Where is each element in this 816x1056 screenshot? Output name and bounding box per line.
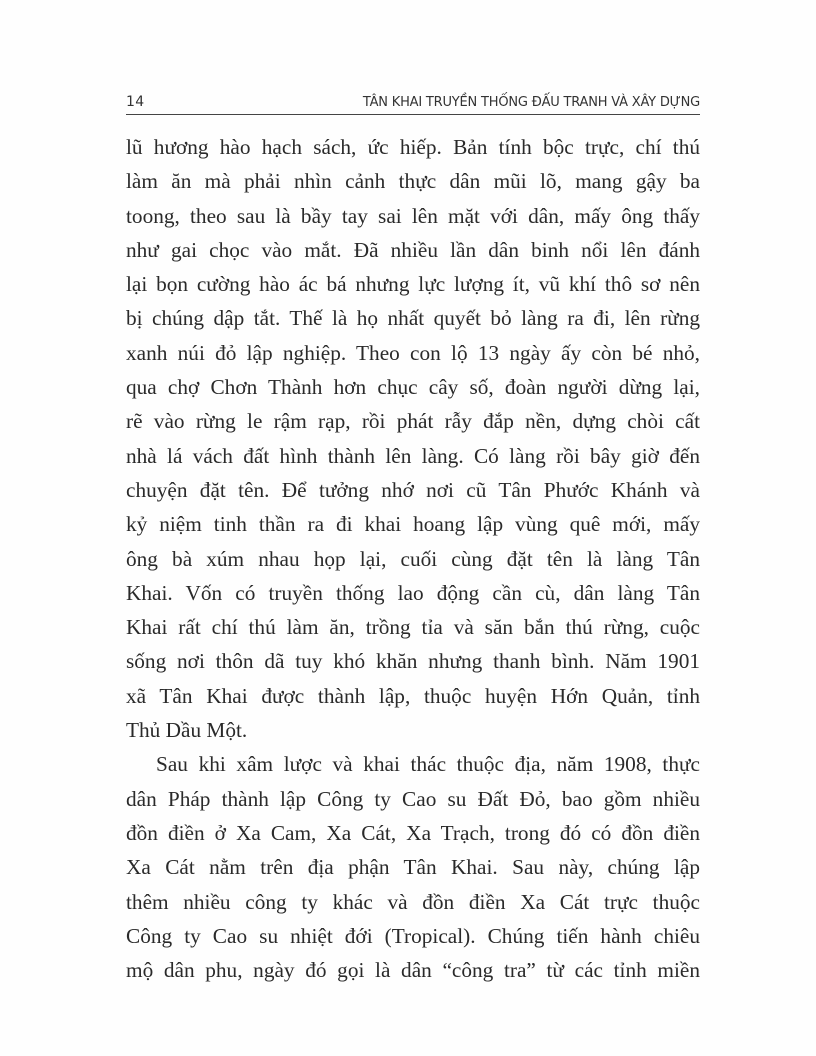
text-line (126, 233, 700, 267)
text-line (126, 885, 700, 919)
line-text: như gai chọc vào mắt. Đã nhiều lần dân binh nổi lên đánh (126, 237, 700, 262)
line-text: toong, theo sau là bầy tay sai lên mặt với dân, mấy ông thấy (126, 203, 700, 228)
text-line (126, 542, 700, 576)
text-line (126, 576, 700, 610)
body-text (126, 130, 700, 987)
line-text: làm ăn mà phải nhìn cảnh thực dân mũi lõ, mang gậy ba (126, 169, 700, 194)
line-text: bị chúng dập tắt. Thế là họ nhất quyết bỏ làng ra đi, lên rừng (126, 306, 700, 331)
line-text: Công ty Cao su nhiệt đới (Tropical). Chúng tiến hành chiêu (126, 923, 700, 948)
text-line (126, 782, 700, 816)
text-line (126, 610, 700, 644)
text-line (126, 507, 700, 541)
line-text: ông bà xúm nhau họp lại, cuối cùng đặt tên là làng Tân (126, 546, 700, 571)
text-line (126, 301, 700, 335)
line-text: đồn điền ở Xa Cam, Xa Cát, Xa Trạch, trong đó có đồn điền (126, 820, 700, 845)
line-text: xã Tân Khai được thành lập, thuộc huyện Hớn Quản, tỉnh (126, 683, 700, 708)
line-text: kỷ niệm tinh thần ra đi khai hoang lập vùng quê mới, mấy (126, 512, 700, 537)
line-text: Sau khi xâm lược và khai thác thuộc địa, năm 1908, thực (156, 752, 700, 777)
text-line (126, 267, 700, 301)
line-text: nhà lá vách đất hình thành lên làng. Có làng rồi bây giờ đến (126, 443, 700, 468)
line-text: mộ dân phu, ngày đó gọi là dân “công tra” từ các tỉnh miền (126, 958, 700, 983)
running-title: TÂN KHAI TRUYỀN THỐNG ĐẤU TRANH VÀ XÂY DỰNG (362, 95, 700, 110)
line-text: rẽ vào rừng le rậm rạp, rồi phát rẫy đắp nền, dựng chòi cất (126, 409, 700, 434)
paragraph-end-line (126, 713, 700, 747)
text-line (126, 130, 700, 164)
text-line (126, 404, 700, 438)
text-line (126, 953, 700, 987)
text-line (126, 644, 700, 678)
text-line (126, 679, 700, 713)
page-header (126, 94, 700, 115)
line-text: Khai. Vốn có truyền thống lao động cần cù, dân làng Tân (126, 580, 700, 605)
page-number: 14 (126, 94, 145, 110)
line-text: sống nơi thôn dã tuy khó khăn nhưng thanh bình. Năm 1901 (126, 649, 700, 674)
text-line (126, 336, 700, 370)
text-line (126, 439, 700, 473)
text-line (126, 919, 700, 953)
paragraph-start-line (126, 747, 700, 781)
line-text: Khai rất chí thú làm ăn, trồng tỉa và săn bắn thú rừng, cuộc (126, 615, 700, 640)
line-text: lũ hương hào hạch sách, ức hiếp. Bản tính bộc trực, chí thú (126, 135, 700, 159)
line-text: chuyện đặt tên. Để tưởng nhớ nơi cũ Tân Phước Khánh và (126, 477, 700, 502)
text-line (126, 850, 700, 884)
line-text: Xa Cát nằm trên địa phận Tân Khai. Sau này, chúng lập (126, 855, 700, 880)
text-line (126, 816, 700, 850)
line-text: thêm nhiều công ty khác và đồn điền Xa Cát trực thuộc (126, 889, 700, 914)
text-line (126, 473, 700, 507)
line-text: xanh núi đỏ lập nghiệp. Theo con lộ 13 ngày ấy còn bé nhỏ, (126, 340, 700, 365)
text-line (126, 370, 700, 404)
text-line (126, 164, 700, 198)
text-line (126, 199, 700, 233)
line-text: qua chợ Chơn Thành hơn chục cây số, đoàn người dừng lại, (126, 375, 700, 400)
line-text: Thủ Dầu Một. (126, 718, 248, 743)
line-text: lại bọn cường hào ác bá nhưng lực lượng ít, vũ khí thô sơ nên (126, 272, 700, 297)
line-text: dân Pháp thành lập Công ty Cao su Đất Đỏ, bao gồm nhiều (126, 786, 700, 811)
